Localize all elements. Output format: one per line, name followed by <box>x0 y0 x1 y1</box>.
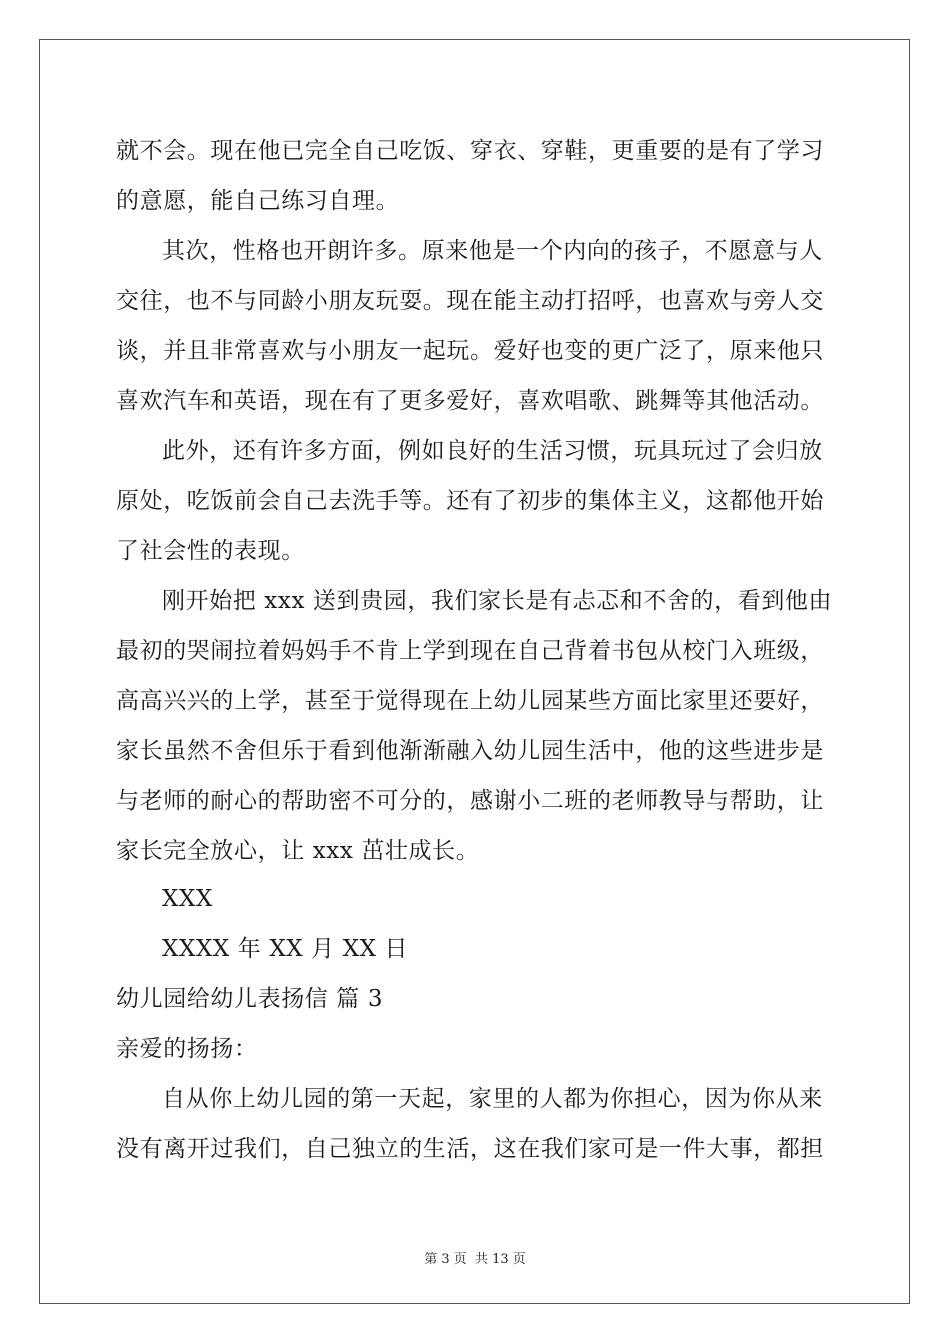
text-line: 就不会。现在他已完全自己吃饭、穿衣、穿鞋，更重要的是有了学习 <box>116 138 824 164</box>
text-line: 谈，并且非常喜欢与小朋友一起玩。爱好也变的更广泛了，原来他只 <box>116 338 824 364</box>
paragraph-start: 自从你上幼儿园的第一天起，家里的人都为你担心，因为你从来 <box>162 1086 823 1112</box>
text-line: 的意愿，能自己练习自理。 <box>116 188 400 214</box>
text-line: 高高兴兴的上学，甚至于觉得现在上幼儿园某些方面比家里还要好， <box>116 688 824 714</box>
text-line: 没有离开过我们，自己独立的生活，这在我们家可是一件大事，都担 <box>116 1136 824 1162</box>
salutation: 亲爱的扬扬： <box>116 1036 258 1062</box>
text-line: 喜欢汽车和英语，现在有了更多爱好，喜欢唱歌、跳舞等其他活动。 <box>116 388 824 414</box>
text-line: 与老师的耐心的帮助密不可分的，感谢小二班的老师教导与帮助，让 <box>116 788 824 814</box>
page-footer <box>0 1248 950 1267</box>
text-line: 原处，吃饭前会自己去洗手等。还有了初步的集体主义，这都他开始 <box>116 488 824 514</box>
text-line: 交往，也不与同龄小朋友玩耍。现在能主动打招呼，也喜欢与旁人交 <box>116 288 824 314</box>
paragraph-start: 其次，性格也开朗许多。原来他是一个内向的孩子，不愿意与人 <box>162 238 823 264</box>
text-line: 家长完全放心，让 xxx 茁壮成长。 <box>116 838 480 864</box>
paragraph-start: 刚开始把 xxx 送到贵园，我们家长是有忐忑和不舍的，看到他由 <box>162 588 833 614</box>
section-heading: 幼儿园给幼儿表扬信 篇 3 <box>116 986 384 1012</box>
signature-name: XXX <box>162 886 213 912</box>
page-number: 第 3 页 <box>424 1252 467 1267</box>
page-frame <box>39 39 910 1304</box>
text-line: 最初的哭闹拉着妈妈手不肯上学到现在自己背着书包从校门入班级， <box>116 638 824 664</box>
text-line: 家长虽然不舍但乐于看到他渐渐融入幼儿园生活中，他的这些进步是 <box>116 738 824 764</box>
page-total: 共 13 页 <box>474 1252 526 1267</box>
text-line: 了社会性的表现。 <box>116 538 305 564</box>
paragraph-start: 此外，还有许多方面，例如良好的生活习惯，玩具玩过了会归放 <box>162 438 823 464</box>
signature-date: XXXX 年 XX 月 XX 日 <box>162 936 409 962</box>
